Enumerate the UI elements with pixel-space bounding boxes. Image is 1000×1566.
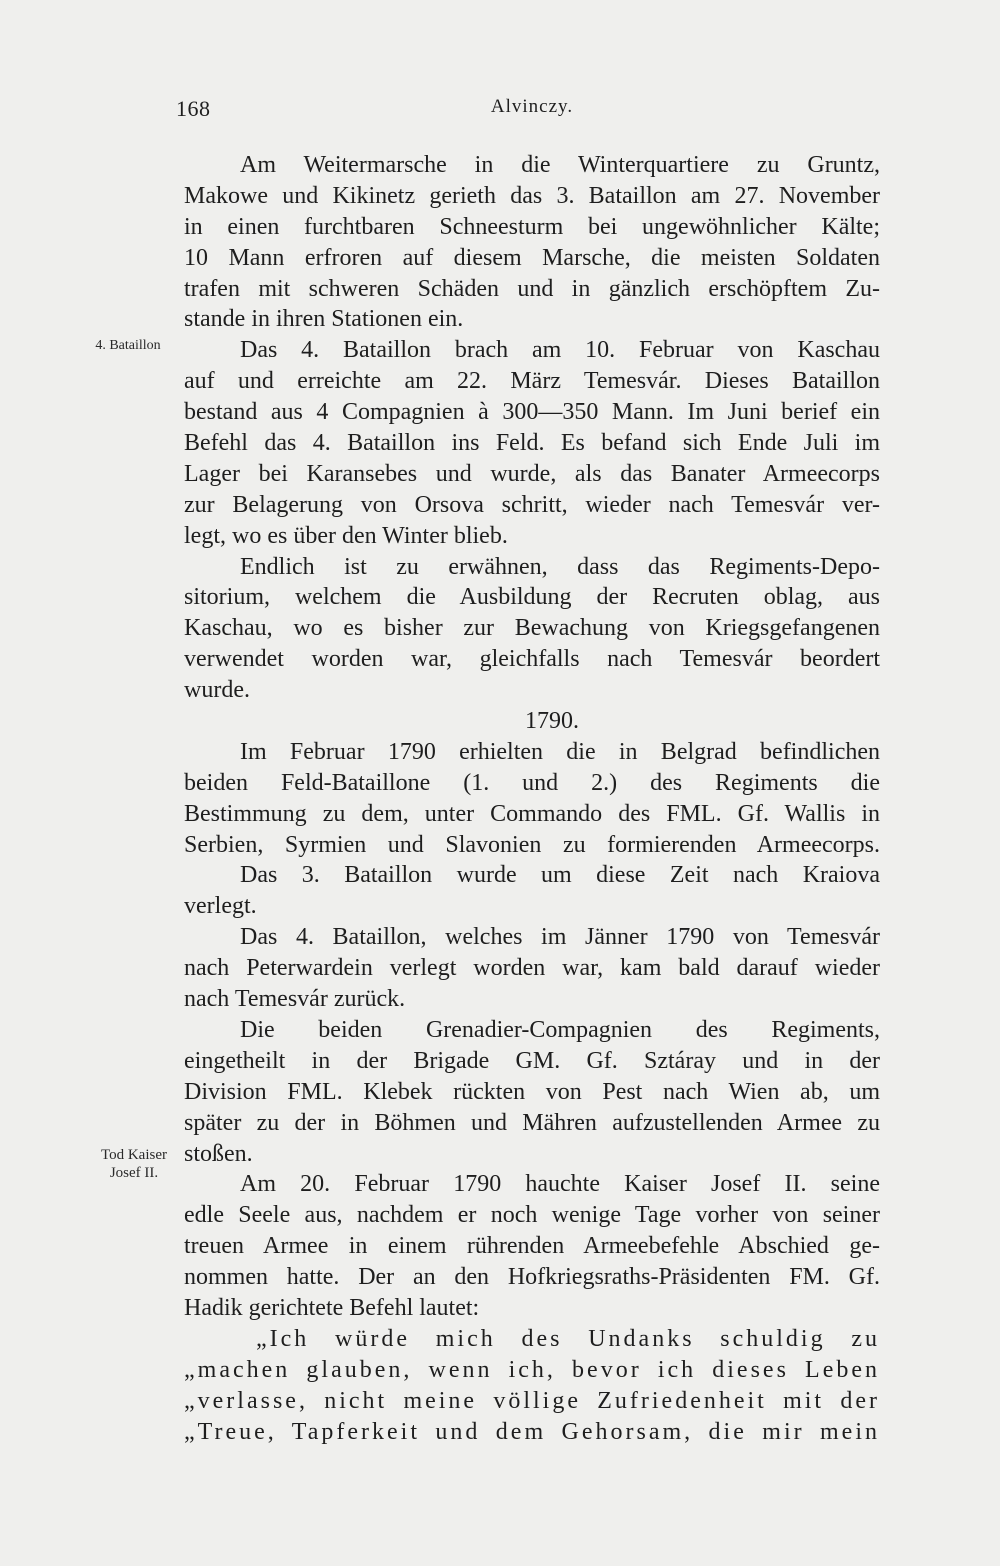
page-header <box>176 96 888 126</box>
text-line: legt, wo es über den Winter blieb. <box>184 522 508 549</box>
body-text <box>184 150 880 1447</box>
text-line: in einen furchtbaren Schneesturm bei ungewöhnlicher Kälte; <box>184 213 880 240</box>
text-line: Das 4. Bataillon brach am 10. Februar von Kaschau <box>240 337 880 364</box>
page-number: 168 <box>176 96 211 121</box>
text-line: Division FML. Klebek rückten von Pest nach Wien ab, um <box>184 1078 880 1105</box>
margin-note-tod-kaiser <box>88 1146 180 1182</box>
text-line: Am Weitermarsche in die Winterquartiere zu Gruntz, <box>240 152 880 178</box>
quote-line: „Ich würde mich des Undanks schuldig zu <box>256 1325 880 1352</box>
text-line: nommen hatte. Der an den Hofkriegsraths-Präsidenten FM. Gf. <box>184 1264 880 1291</box>
text-line: Serbien, Syrmien und Slavonien zu formierenden Armeecorps. <box>184 831 880 858</box>
text-line: Kaschau, wo es bisher zur Bewachung von Kriegsgefangenen <box>184 615 880 642</box>
margin-note-line: Josef II. <box>109 1165 159 1181</box>
text-line: Befehl das 4. Bataillon ins Feld. Es befand sich Ende Juli im <box>184 430 880 457</box>
text-line: Endlich ist zu erwähnen, dass das Regiments-Depo- <box>240 553 880 580</box>
text-line: 10 Mann erfroren auf diesem Marsche, die meisten Soldaten <box>184 244 880 271</box>
text-line: Das 3. Bataillon wurde um diese Zeit nach Kraiova <box>240 862 880 889</box>
text-line: Das 4. Bataillon, welches im Jänner 1790 von Temesvár <box>240 924 880 951</box>
text-line: wurde. <box>184 677 250 704</box>
text-line: sitorium, welchem die Ausbildung der Recruten oblag, aus <box>184 584 880 611</box>
text-line: Makowe und Kikinetz gerieth das 3. Bataillon am 27. November <box>184 182 880 209</box>
year-heading: 1790. <box>525 708 579 735</box>
text-line: verlegt. <box>184 893 257 920</box>
text-line: nach Peterwardein verlegt worden war, kam bald darauf wieder <box>184 955 880 982</box>
text-line: Am 20. Februar 1790 hauchte Kaiser Josef II. seine <box>240 1171 880 1198</box>
text-line: zur Belagerung von Orsova schritt, wieder nach Temesvár ver- <box>184 491 880 518</box>
text-line: Bestimmung zu dem, unter Commando des FML. Gf. Wallis in <box>184 800 880 827</box>
text-line: Lager bei Karansebes und wurde, als das Banater Armeecorps <box>184 460 880 487</box>
margin-note-bataillon: 4. Bataillon <box>95 338 161 353</box>
text-line: bestand aus 4 Compagnien à 300—350 Mann. Im Juni berief ein <box>184 399 880 426</box>
text-line: treuen Armee in einem rührenden Armeebefehle Abschied ge- <box>184 1233 880 1260</box>
text-line: edle Seele aus, nachdem er noch wenige Tage vorher von seiner <box>184 1202 880 1229</box>
text-line: auf und erreichte am 22. März Temesvár. Dieses Bataillon <box>184 368 880 395</box>
quote-line: „machen glauben, wenn ich, bevor ich dieses Leben <box>184 1356 880 1383</box>
text-line: beiden Feld-Bataillone (1. und 2.) des Regiments die <box>184 769 880 796</box>
text-line: Hadik gerichtete Befehl lautet: <box>184 1294 480 1321</box>
running-title: Alvinczy. <box>490 96 574 117</box>
text-line: verwendet worden war, gleichfalls nach Temesvár beordert <box>184 646 880 673</box>
quote-line: „Treue, Tapferkeit und dem Gehorsam, die mir mein <box>184 1418 880 1445</box>
text-line: stoßen. <box>184 1140 253 1167</box>
text-line: nach Temesvár zurück. <box>184 986 406 1013</box>
text-line: stande in ihren Stationen ein. <box>184 306 464 333</box>
text-line: später zu der in Böhmen und Mähren aufzustellenden Armee zu <box>184 1109 880 1136</box>
text-line: Die beiden Grenadier-Compagnien des Regiments, <box>240 1016 880 1043</box>
margin-note-line: Tod Kaiser <box>100 1147 167 1163</box>
text-line: Im Februar 1790 erhielten die in Belgrad befindlichen <box>240 738 880 765</box>
text-line: eingetheilt in der Brigade GM. Gf. Sztáray und in der <box>184 1047 880 1074</box>
quote-line: „verlasse, nicht meine völlige Zufriedenheit mit der <box>184 1387 880 1414</box>
text-line: trafen mit schweren Schäden und in gänzlich erschöpftem Zu- <box>184 275 880 302</box>
